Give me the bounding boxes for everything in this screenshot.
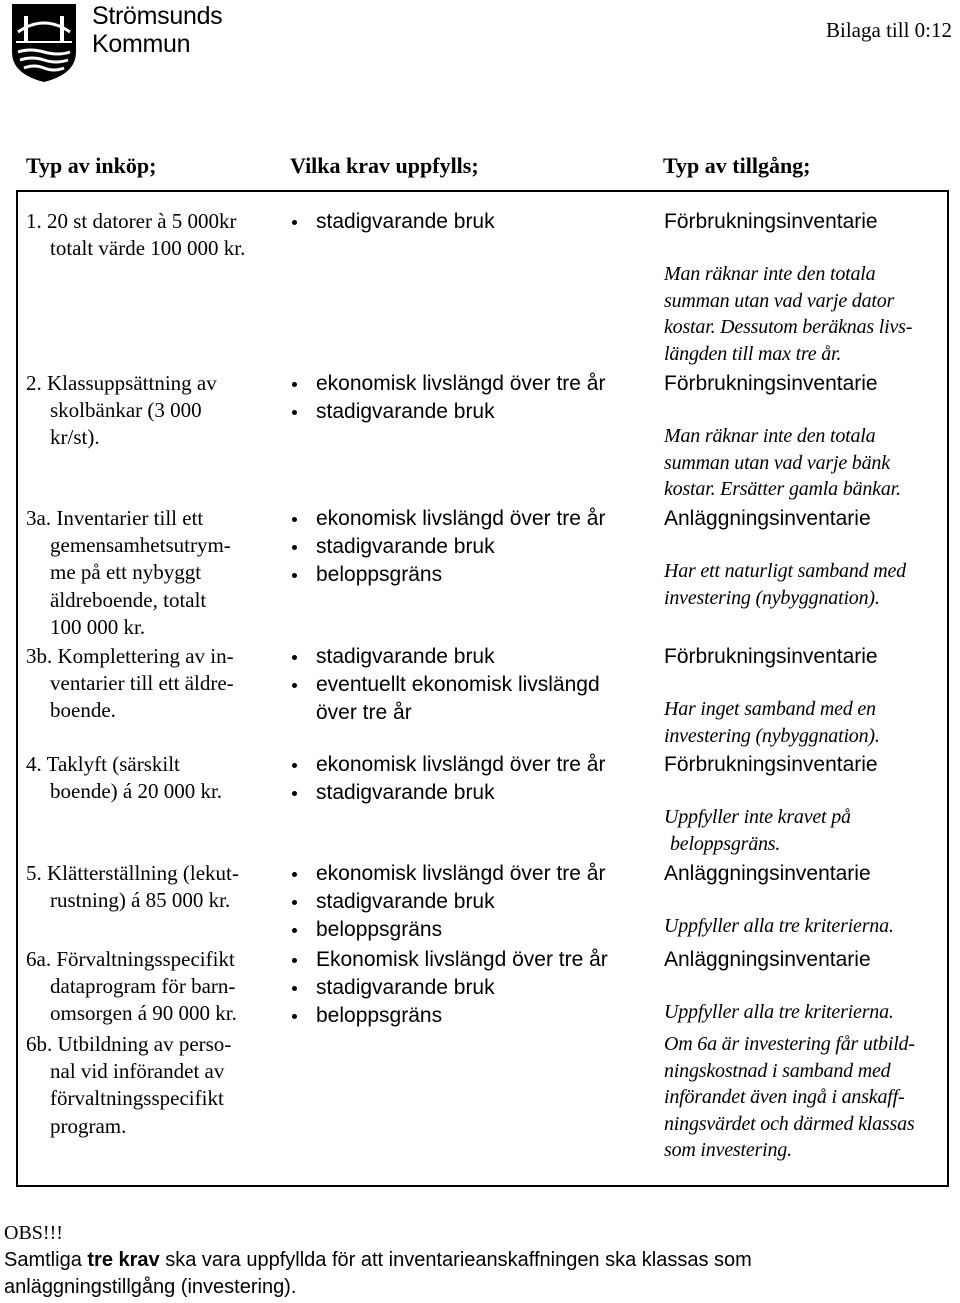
asset-type-label: Anläggningsinventarie: [664, 948, 871, 971]
note-line: kostar. Dessutom beräknas livs-: [664, 316, 913, 338]
asset-type-note: [664, 1031, 915, 1164]
criterion-text: ekonomisk livslängd över tre år: [316, 862, 606, 885]
criteria-list-6a: [292, 946, 608, 1030]
obs-line-2: anläggningstillgång (investering).: [4, 1276, 297, 1298]
logo-line-2: Kommun: [92, 30, 191, 58]
bullet-icon: [292, 683, 297, 688]
attachment-label: Bilaga till 0:12: [826, 18, 952, 42]
asset-type-label: Anläggningsinventarie: [664, 507, 871, 530]
criterion-text: stadigvarande bruk: [316, 535, 495, 558]
note-line: investering (nybyggnation).: [664, 586, 880, 609]
criterion-item: [292, 974, 608, 1002]
purchase-line: skolbänkar (3 000: [50, 398, 202, 423]
bullet-icon: [292, 573, 297, 578]
note-line: Uppfyller alla tre kriterierna.: [664, 915, 894, 937]
criterion-text: stadigvarande bruk: [316, 890, 495, 913]
purchase-line: kr/st).: [50, 425, 100, 450]
purchase-line: gemensamhetsutrym-: [50, 533, 231, 558]
criterion-item: [292, 398, 605, 426]
purchase-line: 3a. Inventarier till ett: [26, 506, 204, 530]
purchase-item-3b: [26, 643, 234, 725]
bullet-icon: [292, 872, 297, 877]
note-line: Uppfyller alla tre kriterierna.: [664, 1001, 894, 1023]
criteria-list-4: [292, 751, 605, 807]
asset-type-note: [664, 423, 901, 503]
asset-type-label: Förbrukningsinventarie: [664, 645, 878, 668]
criterion-item: [292, 671, 600, 699]
purchase-item-2: [26, 370, 217, 452]
note-line: ningsvärdet och därmed klassas: [664, 1112, 915, 1135]
note-line: som investering.: [664, 1139, 792, 1161]
criterion-text: stadigvarande bruk: [316, 210, 495, 233]
purchase-line: nal vid införandet av: [50, 1059, 225, 1084]
obs-emphasis: tre krav: [87, 1249, 160, 1271]
asset-type-note: [664, 913, 894, 940]
criteria-list-1: [292, 208, 495, 236]
asset-type-note: [664, 696, 880, 749]
criterion-item: [292, 779, 605, 807]
note-line: Om 6a är investering får utbild-: [664, 1033, 915, 1055]
asset-type-5: [664, 860, 894, 940]
asset-type-note: [664, 804, 878, 857]
purchase-item-3a: [26, 505, 231, 641]
obs-heading: OBS!!!: [4, 1222, 63, 1244]
criterion-item: [292, 505, 605, 533]
purchase-line: boende.: [50, 698, 116, 723]
purchase-item-4: [26, 751, 222, 805]
asset-type-label: Förbrukningsinventarie: [664, 753, 878, 776]
purchase-line: 4. Taklyft (särskilt: [26, 752, 180, 776]
purchase-item-6a: [26, 946, 237, 1028]
criterion-text: Ekonomisk livslängd över tre år: [316, 948, 608, 971]
criterion-text: eventuellt ekonomisk livslängd: [316, 673, 600, 696]
purchase-line: ventarier till ett äldre-: [50, 671, 234, 696]
bullet-icon: [292, 791, 297, 796]
note-line: Uppfyller inte kravet på: [664, 806, 851, 828]
criterion-item: [292, 946, 608, 974]
criterion-text: ekonomisk livslängd över tre år: [316, 753, 606, 776]
purchase-line: program.: [50, 1113, 127, 1138]
criterion-item: [292, 208, 495, 236]
criterion-item: [292, 860, 605, 888]
criteria-list-3b: [292, 643, 600, 727]
bullet-icon: [292, 655, 297, 660]
purchase-line: 2. Klassuppsättning av: [26, 371, 217, 395]
obs-line-1: [4, 1247, 944, 1274]
criterion-text: stadigvarande bruk: [316, 400, 495, 423]
purchase-line: omsorgen á 90 000 kr.: [50, 1001, 237, 1026]
asset-type-label: Förbrukningsinventarie: [664, 372, 878, 395]
criteria-list-3a: [292, 505, 605, 589]
criterion-text: beloppsgräns: [316, 1004, 443, 1027]
purchase-line: rustning) á 85 000 kr.: [50, 888, 231, 913]
bullet-icon: [292, 928, 297, 933]
note-line: Har ett naturligt samband med: [664, 560, 906, 582]
note-line: Man räknar inte den totala: [664, 425, 876, 447]
column-header-asset-type: Typ av tillgång;: [663, 153, 811, 178]
note-line: införandet även ingå i anskaff-: [664, 1086, 905, 1108]
asset-type-6a: [664, 946, 894, 1026]
obs-note: [4, 1247, 944, 1301]
logo-wordmark: [92, 2, 222, 58]
note-line: ningskostnad i samband med: [664, 1059, 891, 1082]
criterion-text: beloppsgräns: [316, 563, 443, 586]
municipality-logo: [10, 2, 230, 84]
bullet-icon: [292, 958, 297, 963]
asset-type-3a: [664, 505, 906, 611]
bullet-icon: [292, 382, 297, 387]
criteria-list-2: [292, 370, 605, 426]
purchase-line: 5. Klätterställning (lekut-: [26, 861, 239, 885]
criterion-item: [292, 370, 605, 398]
asset-type-2: [664, 370, 901, 503]
criterion-item: [292, 751, 605, 779]
criterion-item: [292, 888, 605, 916]
obs-text-rest: ska vara uppfyllda för att inventarieanskaffningen ska klassas som: [159, 1249, 752, 1271]
asset-type-1: [664, 208, 912, 367]
purchase-item-6b: [26, 1031, 231, 1140]
asset-type-note: [664, 261, 912, 367]
note-line: beloppsgräns.: [670, 832, 781, 855]
criteria-list-5: [292, 860, 605, 944]
logo-line-1: Strömsunds: [92, 2, 223, 30]
purchase-line: 100 000 kr.: [50, 614, 146, 639]
asset-type-label: Anläggningsinventarie: [664, 862, 871, 885]
note-line: längden till max tre år.: [664, 342, 842, 365]
asset-type-4: [664, 751, 878, 857]
bullet-icon: [292, 545, 297, 550]
criterion-item: [292, 1002, 608, 1030]
note-line: summan utan vad varje bänk: [664, 451, 890, 474]
column-header-criteria: Vilka krav uppfylls;: [290, 153, 479, 178]
purchase-line: 3b. Komplettering av in-: [26, 644, 234, 668]
criterion-text: ekonomisk livslängd över tre år: [316, 372, 606, 395]
purchase-line: dataprogram för barn-: [50, 974, 236, 999]
note-line: investering (nybyggnation).: [664, 724, 880, 747]
purchase-line: me på ett nybyggt: [50, 560, 202, 585]
criterion-text: stadigvarande bruk: [316, 781, 495, 804]
purchase-line: förvaltningsspecifikt: [50, 1086, 224, 1111]
asset-type-3b: [664, 643, 880, 749]
purchase-line: äldreboende, totalt: [50, 587, 207, 612]
criterion-text: ekonomisk livslängd över tre år: [316, 507, 606, 530]
purchase-line: 6b. Utbildning av perso-: [26, 1032, 232, 1056]
criterion-item: [292, 533, 605, 561]
purchase-line: totalt värde 100 000 kr.: [50, 236, 246, 261]
criterion-item: [292, 561, 605, 589]
criterion-item: [292, 643, 600, 671]
asset-type-note: [664, 999, 894, 1026]
bullet-icon: [292, 986, 297, 991]
purchase-line: boende) á 20 000 kr.: [50, 779, 223, 804]
bullet-icon: [292, 1014, 297, 1019]
purchase-line: 6a. Förvaltningsspecifikt: [26, 947, 235, 971]
obs-text-start: Samtliga: [4, 1249, 88, 1271]
purchase-item-1: [26, 208, 245, 262]
criterion-continuation: över tre år: [316, 701, 412, 724]
asset-type-note: [664, 558, 906, 611]
asset-type-6b: [664, 1031, 915, 1164]
note-line: summan utan vad varje dator: [664, 289, 895, 312]
purchase-item-5: [26, 860, 239, 914]
bullet-icon: [292, 900, 297, 905]
criterion-item: [292, 916, 605, 944]
note-line: Man räknar inte den totala: [664, 263, 876, 285]
note-line: Har inget samband med en: [664, 698, 876, 720]
criterion-text: beloppsgräns: [316, 918, 443, 941]
bullet-icon: [292, 410, 297, 415]
criterion-text: stadigvarande bruk: [316, 976, 495, 999]
purchase-line: 1. 20 st datorer à 5 000kr: [26, 209, 237, 233]
bullet-icon: [292, 220, 297, 225]
note-line: kostar. Ersätter gamla bänkar.: [664, 478, 901, 500]
asset-type-label: Förbrukningsinventarie: [664, 210, 878, 233]
column-header-purchase: Typ av inköp;: [26, 153, 157, 178]
criterion-text: stadigvarande bruk: [316, 645, 495, 668]
bullet-icon: [292, 517, 297, 522]
bullet-icon: [292, 763, 297, 768]
coat-of-arms-icon: [10, 2, 78, 84]
